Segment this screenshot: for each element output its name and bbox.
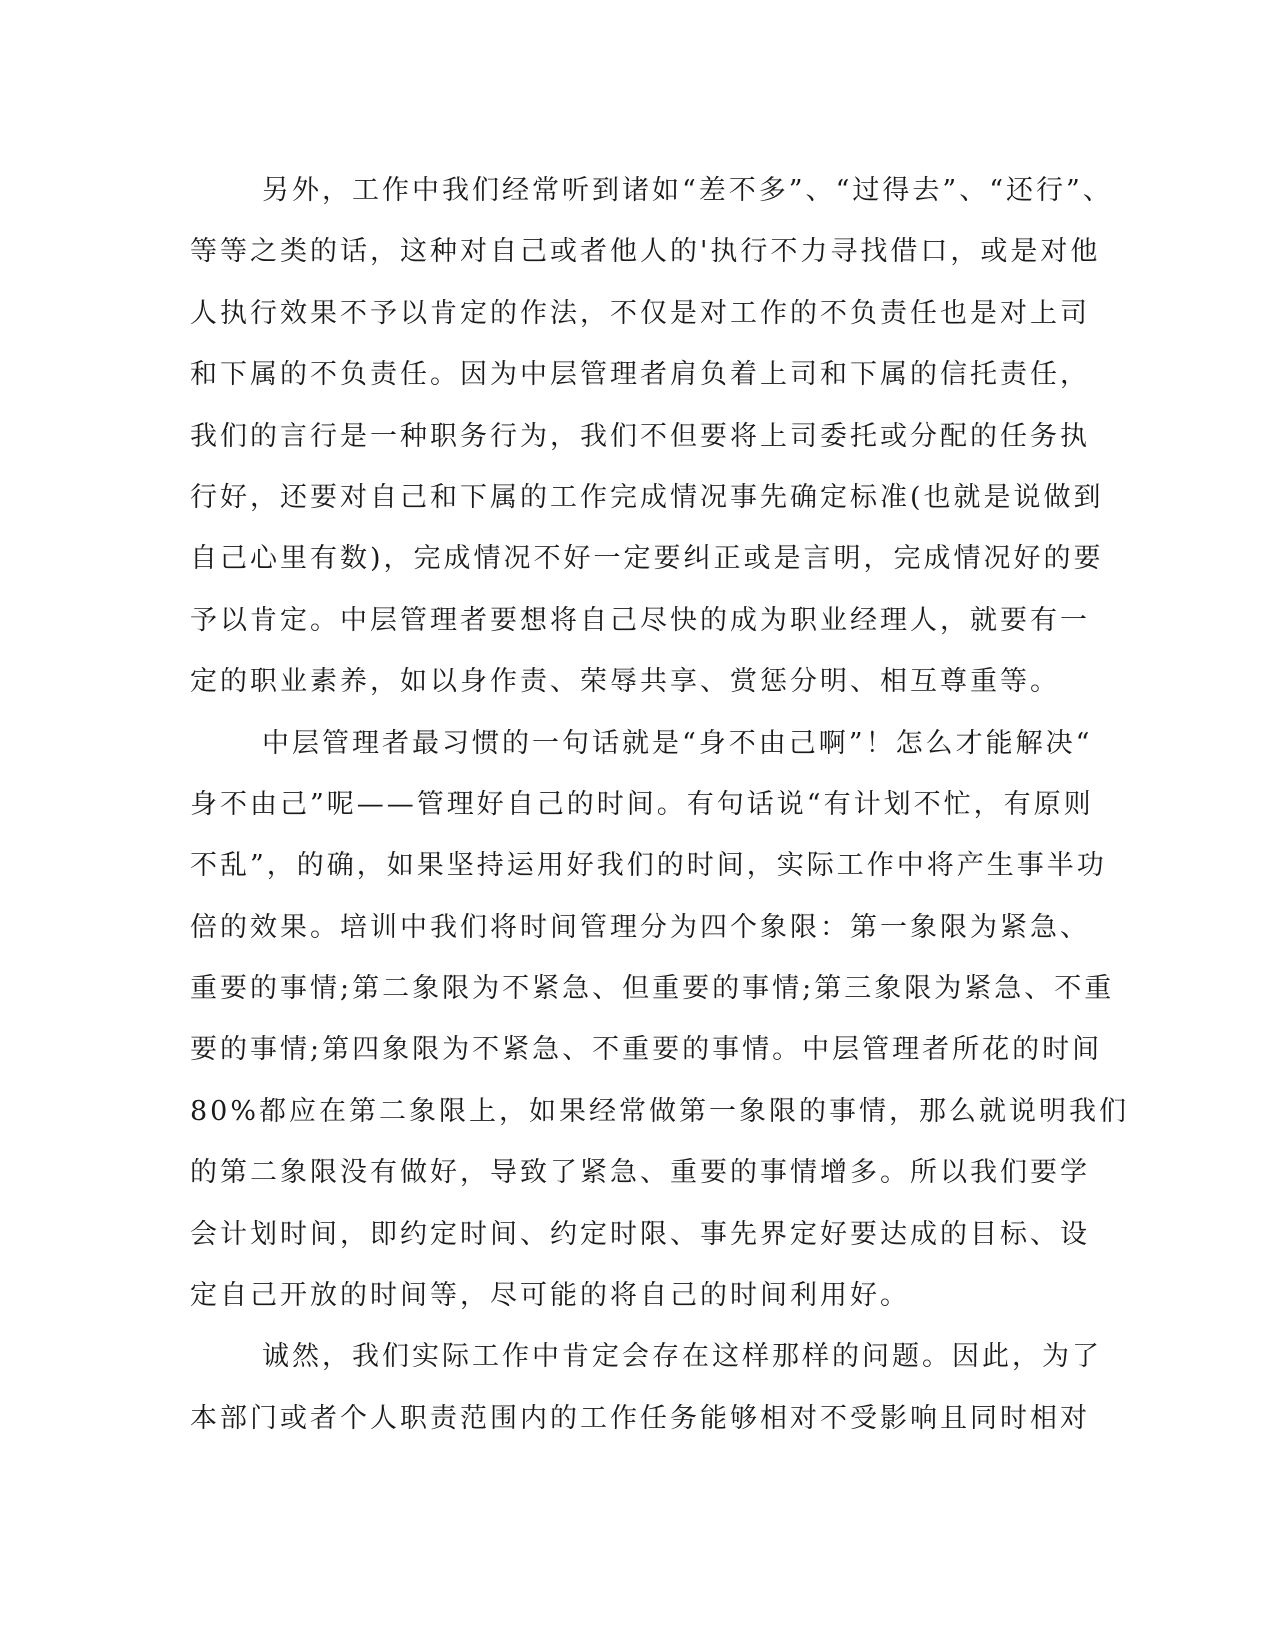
- text-line: 我们的言行是一种职务行为，我们不但要将上司委托或分配的任务执: [190, 420, 1090, 452]
- document-body: [190, 160, 1130, 1449]
- text-line: 和下属的不负责任。因为中层管理者肩负着上司和下属的信托责任，: [190, 359, 1090, 391]
- text-line: 80%都应在第二象限上，如果经常做第一象限的事情，那么就说明我们: [190, 1095, 1130, 1127]
- text-line: 身不由己”呢——管理好自己的时间。有句话说“有计划不忙，有原则: [190, 788, 1094, 820]
- text-line: 定的职业素养，如以身作责、荣辱共享、赏惩分明、相互尊重等。: [190, 666, 1060, 698]
- text-line: 的第二象限没有做好，导致了紧急、重要的事情增多。所以我们要学: [190, 1157, 1090, 1189]
- text-line: 中层管理者最习惯的一句话就是“身不由己啊”！怎么才能解决“: [262, 727, 1093, 759]
- paragraph-2: [190, 713, 1130, 1327]
- text-line: 定自己开放的时间等，尽可能的将自己的时间利用好。: [190, 1280, 910, 1312]
- text-line: 会计划时间，即约定时间、约定时限、事先界定好要达成的目标、设: [190, 1218, 1090, 1250]
- text-line: 重要的事情;第二象限为不紧急、但重要的事情;第三象限为紧急、不重: [190, 973, 1115, 1005]
- text-line: 不乱”，的确，如果坚持运用好我们的时间，实际工作中将产生事半功: [190, 850, 1107, 882]
- text-line: 等等之类的话，这种对自己或者他人的'执行不力寻找借口，或是对他: [190, 236, 1101, 268]
- paragraph-1: [190, 160, 1113, 713]
- text-line: 诚然，我们实际工作中肯定会存在这样那样的问题。因此，为了: [262, 1341, 1102, 1373]
- text-line: 倍的效果。培训中我们将时间管理分为四个象限：第一象限为紧急、: [190, 911, 1090, 943]
- text-line: 要的事情;第四象限为不紧急、不重要的事情。中层管理者所花的时间: [190, 1034, 1103, 1066]
- text-line: 另外，工作中我们经常听到诸如“差不多”、“过得去”、“还行”、: [262, 175, 1113, 206]
- text-line: 本部门或者个人职责范围内的工作任务能够相对不受影响且同时相对: [190, 1402, 1090, 1434]
- text-line: 行好，还要对自己和下属的工作完成情况事先确定标准(也就是说做到: [190, 481, 1104, 513]
- text-line: 自己心里有数)，完成情况不好一定要纠正或是言明，完成情况好的要: [190, 543, 1104, 575]
- paragraph-3: [190, 1326, 1102, 1449]
- text-line: 予以肯定。中层管理者要想将自己尽快的成为职业经理人，就要有一: [190, 604, 1090, 636]
- text-line: 人执行效果不予以肯定的作法，不仅是对工作的不负责任也是对上司: [190, 297, 1090, 329]
